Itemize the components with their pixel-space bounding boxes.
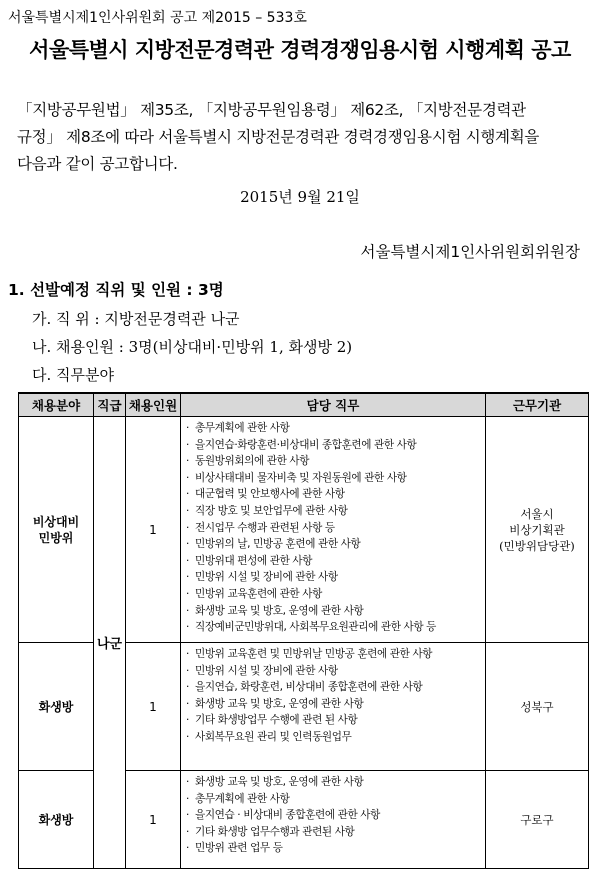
duty-text: 민방위 교육훈련에 관한 사항 [195,587,322,600]
duty-item [186,807,483,824]
duty-text: 총무계획에 관한 사항 [195,422,290,434]
header-grade: 직급 [94,393,126,417]
duty-item [186,503,483,520]
field-cell: 화생방 [19,643,94,771]
duty-item [186,729,483,746]
bullet-icon: · [186,621,189,634]
bullet-icon: · [186,714,189,727]
bullet-icon: · [186,648,189,660]
duty-text: 기타 화생방 업무수행과 관련된 사항 [195,825,355,838]
duty-list [186,420,483,636]
duty-item [186,646,483,663]
duty-item [186,569,483,586]
duty-item [186,663,483,680]
bullet-icon: · [186,776,189,788]
duty-text: 사회복무요원 관리 및 인력동원업무 [195,730,352,743]
duty-text: 총무계획에 관한 사항 [195,792,290,805]
duty-text: 기타 화생방업무 수행에 관련 된 사항 [195,714,358,727]
intro-line-3: 다음과 같이 공고합니다. [17,155,178,173]
item-job-field: 다. 직무분야 [32,366,114,384]
org-cell [486,417,589,643]
duties-cell [181,771,486,869]
org-line: 서울시 [520,506,554,521]
duty-text: 화생방 교육 및 방호, 운영에 관한 사항 [195,697,364,710]
duty-text: 직장예비군민방위대, 사회복무요원관리에 관한 사항 등 [195,621,437,634]
bullet-icon: · [186,422,189,434]
field-line: 비상대비 [32,514,80,529]
bullet-icon: · [186,571,189,584]
bullet-icon: · [186,455,189,468]
intro-line-2: 규정」 제8조에 따라 서울특별시 지방전문경력관 경력경쟁임용시험 시행계획을 [17,128,540,146]
field-cell [19,417,94,643]
field-line: 민방위 [38,530,74,545]
notice-number: 서울특별시제1인사위원회 공고 제2015 – 533호 [8,10,307,26]
duty-text: 대군협력 및 안보행사에 관한 사항 [195,488,345,501]
bullet-icon: · [186,664,189,677]
bullet-icon: · [186,681,189,694]
bullet-icon: · [186,809,189,822]
intro-paragraph [17,97,587,178]
duty-item [186,453,483,470]
duty-item [186,536,483,553]
duty-text: 동원방위회의에 관한 사항 [195,455,310,468]
duty-text: 민방위 관련 업무 등 [195,842,283,855]
duty-item [186,553,483,570]
header-field: 채용분야 [19,393,94,417]
duty-text: 민방위 교육훈련 및 민방위날 민방공 훈련에 관한 사항 [195,648,433,660]
intro-line-1: 「지방공무원법」 제35조, 「지방공무원임용령」 제62조, 「지방전문경력관 [17,101,526,119]
duty-text: 민방위 시설 및 장비에 관한 사항 [195,664,338,677]
field-cell: 화생방 [19,771,94,869]
org-cell: 성북구 [486,643,589,771]
bullet-icon: · [186,488,189,501]
grade-cell: 나군 [94,417,126,869]
org-line: (민방위담당관) [499,538,575,553]
duty-text: 비상사태대비 물자비축 및 자원동원에 관한 사항 [195,471,407,484]
bullet-icon: · [186,604,189,617]
duty-text: 을지연습, 화랑훈련, 비상대비 종합훈련에 관한 사항 [195,681,423,694]
duty-item [186,619,483,636]
duty-item [186,586,483,603]
bullet-icon: · [186,825,189,838]
bullet-icon: · [186,792,189,805]
bullet-icon: · [186,587,189,600]
bullet-icon: · [186,538,189,551]
bullet-icon: · [186,730,189,743]
duty-item [186,420,483,437]
duty-item [186,520,483,537]
bullet-icon: · [186,554,189,567]
job-table [18,392,589,869]
table-header-row [19,393,589,417]
duty-text: 민방위 시설 및 장비에 관한 사항 [195,571,338,584]
header-count: 채용인원 [126,393,181,417]
duty-item [186,603,483,620]
duty-text: 화생방 교육 및 방호, 운영에 관한 사항 [195,776,364,788]
duty-text: 직장 방호 및 보안업무에 관한 사항 [195,504,348,517]
duty-text: 민방위대 편성에 관한 사항 [195,554,313,567]
bullet-icon: · [186,438,189,451]
duty-list [186,646,483,746]
page-title: 서울특별시 지방전문경력관 경력경쟁임용시험 시행계획 공고 [29,38,571,62]
duty-item [186,470,483,487]
table-row [19,417,589,643]
bullet-icon: · [186,697,189,710]
duty-item [186,791,483,808]
bullet-icon: · [186,471,189,484]
duty-item [186,774,483,791]
section-heading: 1. 선발예정 직위 및 인원 : 3명 [8,281,224,299]
count-cell: 1 [126,771,181,869]
duty-text: 화생방 교육 및 방호, 운영에 관한 사항 [195,604,364,617]
count-cell: 1 [126,643,181,771]
bullet-icon: · [186,504,189,517]
org-line: 비상기획관 [509,522,565,537]
header-duties: 담당 직무 [181,393,486,417]
duty-item [186,486,483,503]
duties-cell [181,417,486,643]
item-headcount: 나. 채용인원 : 3명(비상대비·민방위 1, 화생방 2) [32,338,353,356]
org-cell: 구로구 [486,771,589,869]
count-cell: 1 [126,417,181,643]
duty-item [186,679,483,696]
duty-item [186,696,483,713]
duty-list [186,774,483,857]
duty-item [186,840,483,857]
duty-item [186,437,483,454]
duty-text: 을지연습·화랑훈련·비상대비 종합훈련에 관한 사항 [195,438,417,451]
bullet-icon: · [186,842,189,855]
duty-text: 을지연습 · 비상대비 종합훈련에 관한 사항 [195,809,380,822]
duty-text: 민방위의 날, 민방공 훈련에 관한 사항 [195,538,361,551]
announcement-date: 2015년 9월 21일 [240,188,360,206]
duty-text: 전시업무 수행과 관련된 사항 등 [195,521,335,534]
header-org: 근무기관 [486,393,589,417]
item-position: 가. 직 위 : 지방전문경력관 나군 [32,310,240,328]
signer: 서울특별시제1인사위원회위원장 [360,243,580,261]
duty-item [186,712,483,729]
bullet-icon: · [186,521,189,534]
duties-cell [181,643,486,771]
duty-item [186,824,483,841]
